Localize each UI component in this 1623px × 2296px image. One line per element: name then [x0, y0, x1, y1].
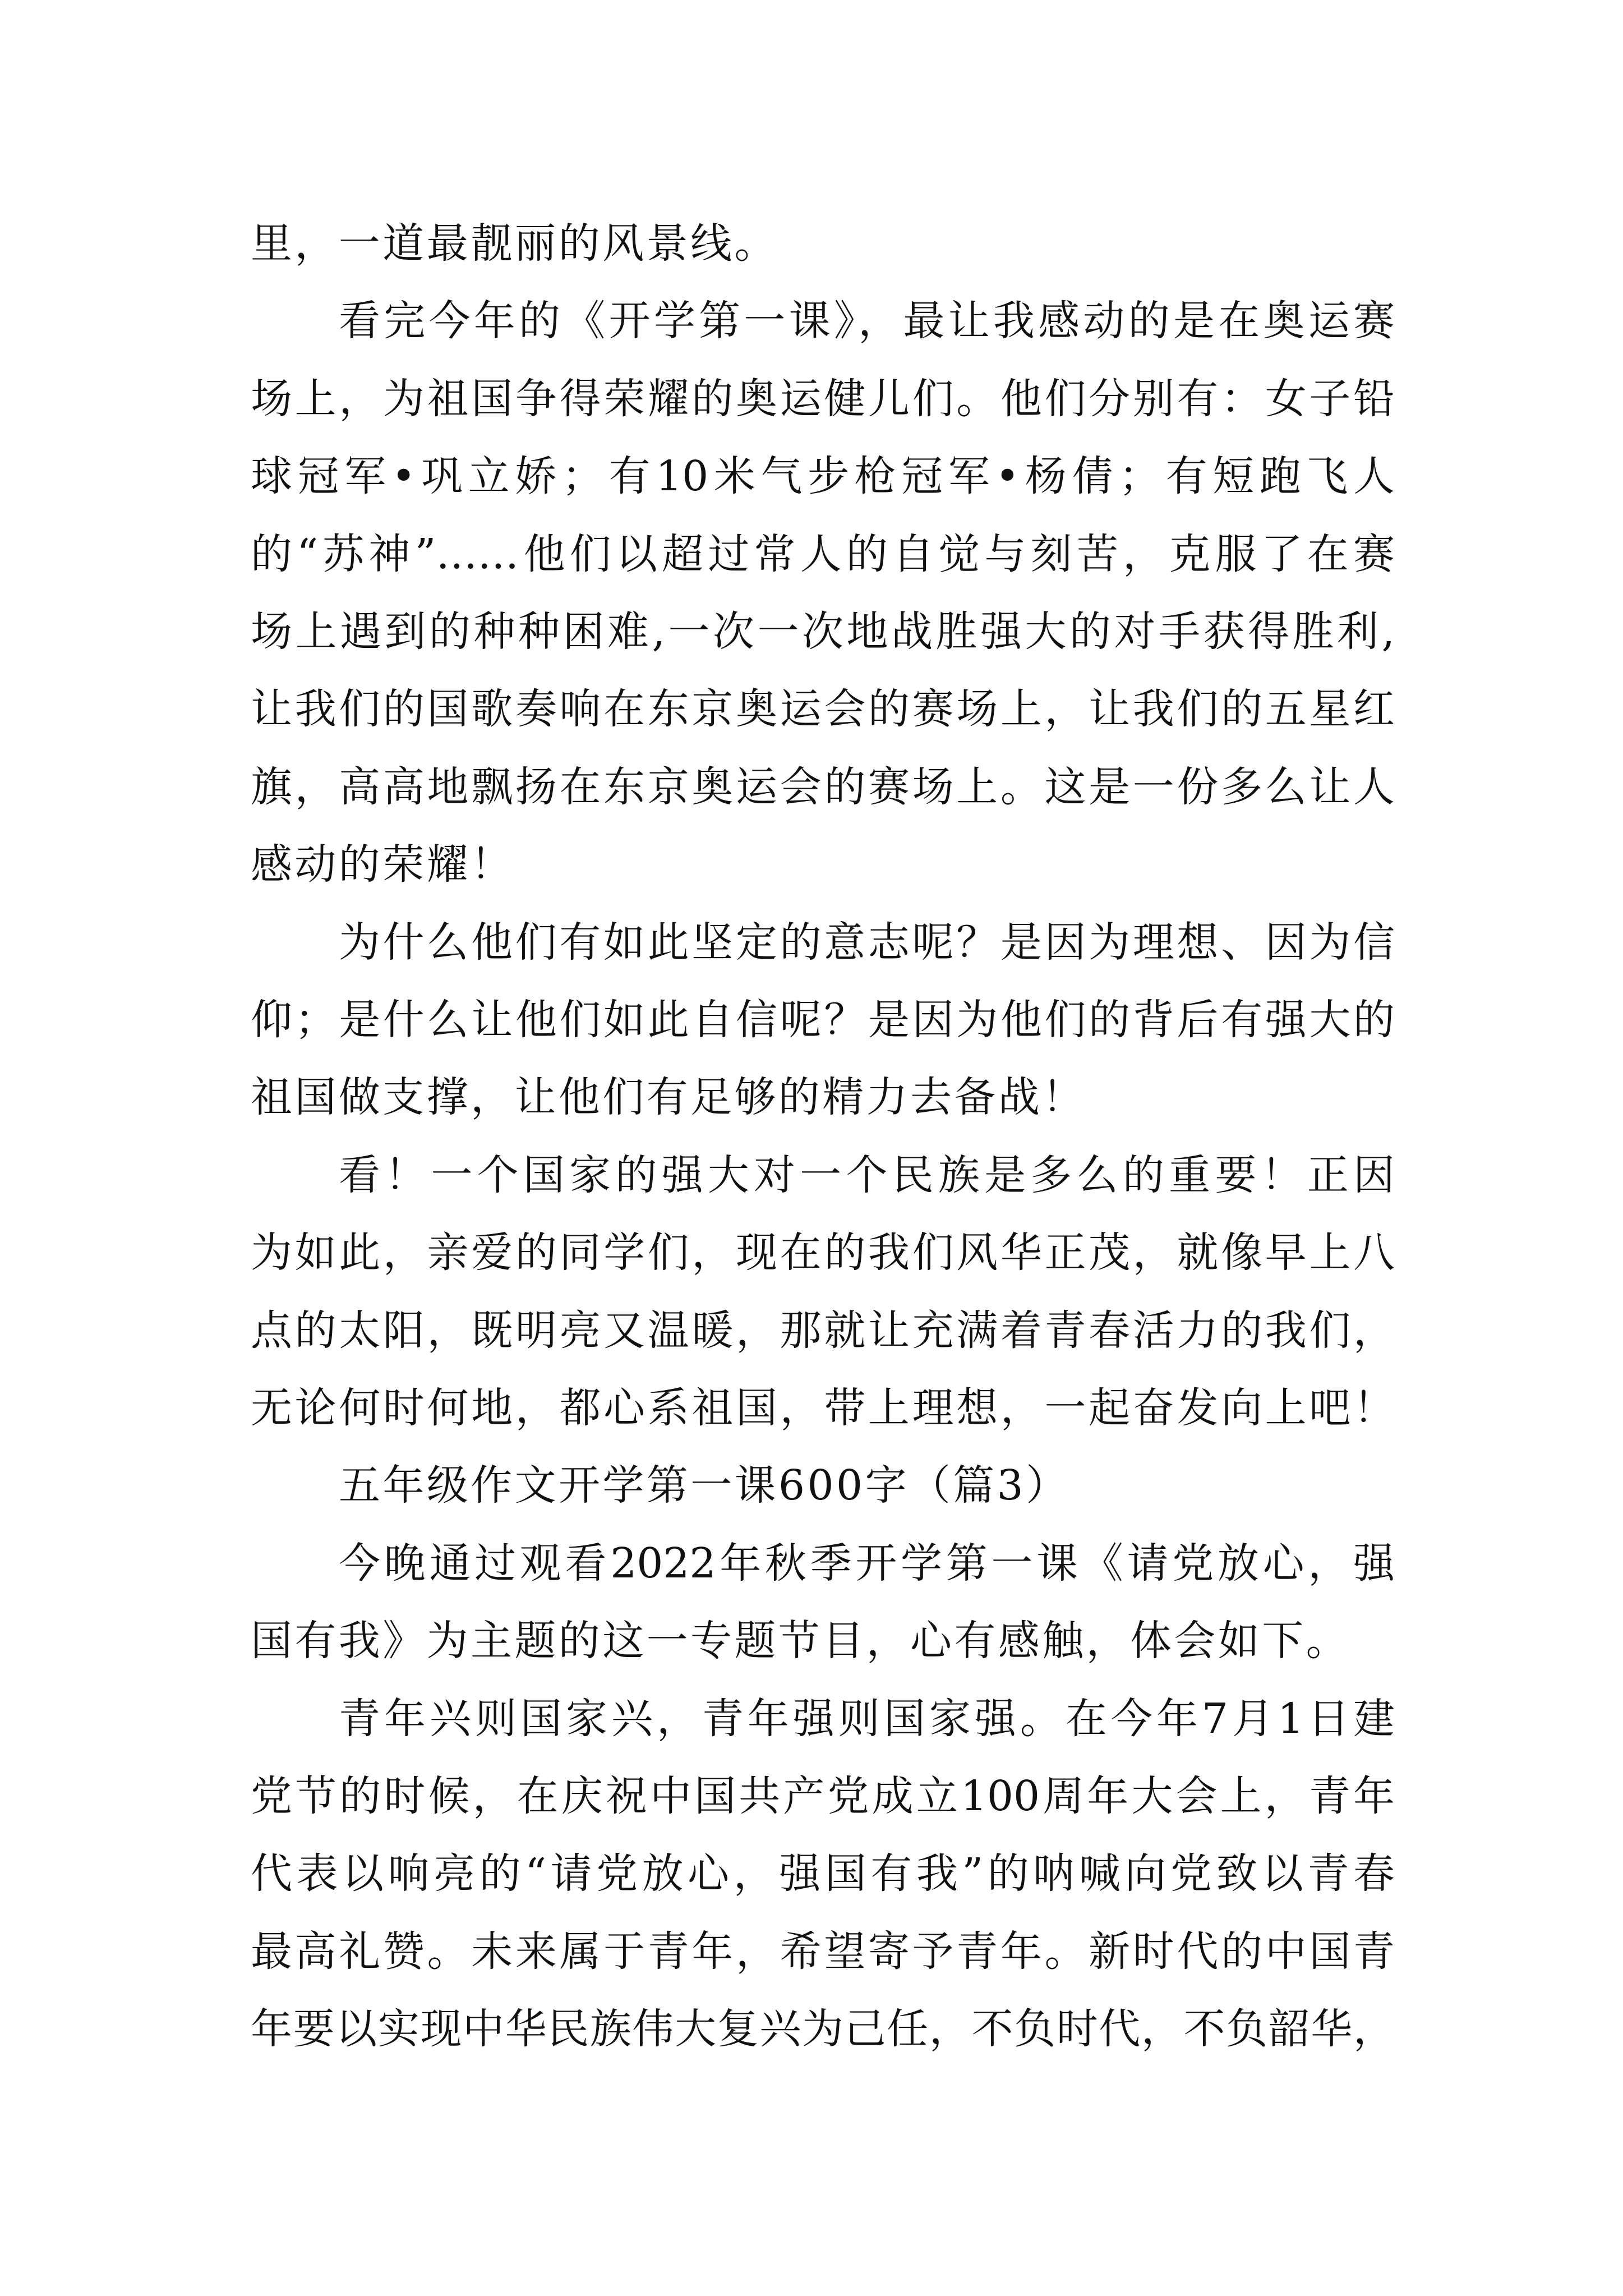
text-line: 看完今年的《开学第一课》，最让我感动的是在奥运赛	[339, 297, 1395, 345]
text-line: 里，一道最靓丽的风景线。	[251, 219, 778, 268]
text-line: 看！一个国家的强大对一个民族是多么的重要！正因	[339, 1151, 1395, 1199]
text-line: 为如此，亲爱的同学们，现在的我们风华正茂，就像早上八	[251, 1228, 1395, 1277]
text-line: 年要以实现中华民族伟大复兴为己任，不负时代，不负韶华，	[251, 2005, 1395, 2053]
text-line: 党节的时候，在庆祝中国共产党成立100周年大会上，青年	[251, 1772, 1395, 1820]
text-line: 旗，高高地飘扬在东京奥运会的赛场上。这是一份多么让人	[251, 763, 1395, 811]
essay-title: 五年级作文开学第一课600字（篇3）	[339, 1461, 1070, 1510]
text-line: 无论何时何地，都心系祖国，带上理想，一起奋发向上吧！	[251, 1384, 1395, 1432]
text-line: 国有我》为主题的这一专题节目，心有感触，体会如下。	[251, 1617, 1350, 1665]
text-line: 球冠军•巩立娇；有10米气步枪冠军•杨倩；有短跑飞人	[251, 452, 1395, 500]
text-line: 让我们的国歌奏响在东京奥运会的赛场上，让我们的五星红	[251, 685, 1395, 733]
text-line: 点的太阳，既明亮又温暖，那就让充满着青春活力的我们，	[251, 1306, 1395, 1355]
text-line: 代表以响亮的“请党放心，强国有我”的呐喊向党致以青春	[251, 1849, 1395, 1898]
text-line: 场上，为祖国争得荣耀的奥运健儿们。他们分别有：女子铅	[251, 375, 1395, 423]
text-line: 仰；是什么让他们如此自信呢？是因为他们的背后有强大的	[251, 996, 1395, 1044]
text-line: 祖国做支撑，让他们有足够的精力去备战！	[251, 1073, 1086, 1121]
text-line: 青年兴则国家兴，青年强则国家强。在今年7月1日建	[339, 1695, 1395, 1743]
text-line: 感动的荣耀！	[251, 840, 515, 889]
text-line: 今晚通过观看2022年秋季开学第一课《请党放心，强	[339, 1539, 1395, 1588]
text-line: 场上遇到的种种困难,一次一次地战胜强大的对手获得胜利,	[251, 608, 1395, 656]
text-line: 为什么他们有如此坚定的意志呢？是因为理想、因为信	[339, 918, 1395, 967]
text-line: 的“苏神”……他们以超过常人的自觉与刻苦，克服了在赛	[251, 530, 1395, 578]
text-line: 最高礼赞。未来属于青年，希望寄予青年。新时代的中国青	[251, 1927, 1395, 1976]
